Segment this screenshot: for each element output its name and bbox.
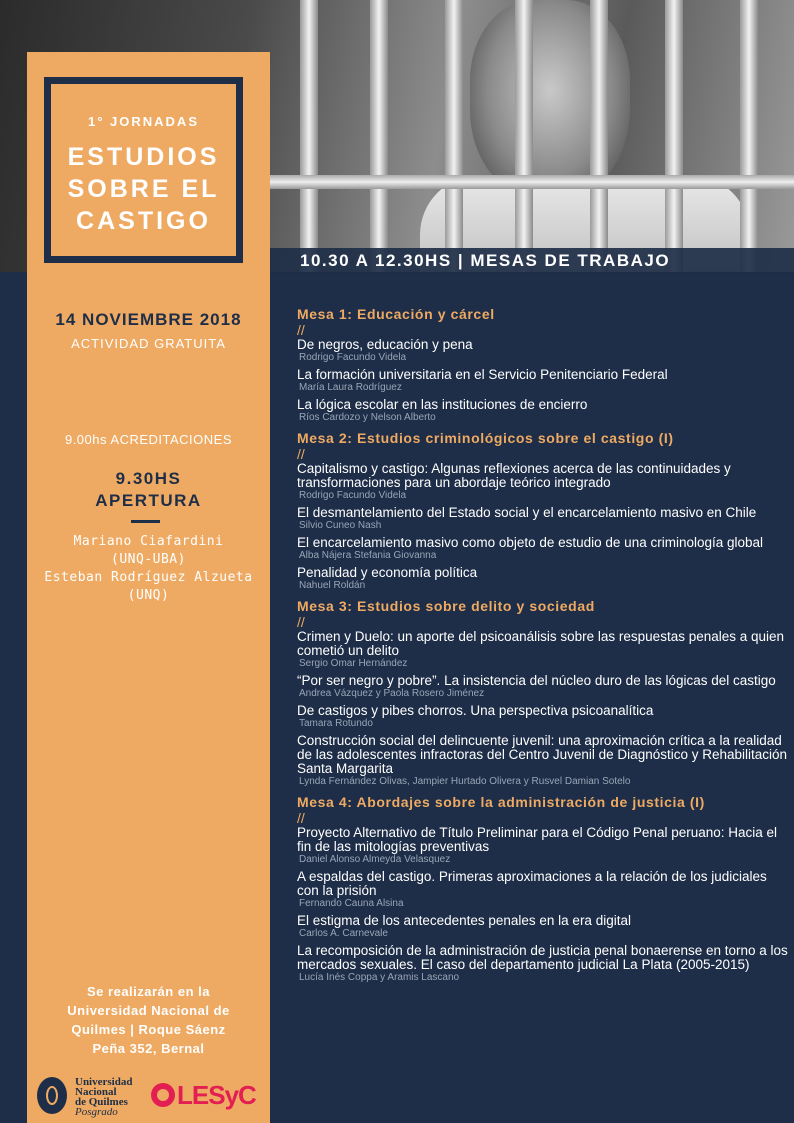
talk-title: Crimen y Duelo: un aporte del psicoanálisis sobre las respuestas penales a quien cometió un delito <box>297 629 785 658</box>
talk-title: De negros, educación y pena <box>297 337 473 352</box>
talk-title: El estigma de los antecedentes penales en la era digital <box>297 913 631 928</box>
opening-label: APERTURA <box>95 491 202 510</box>
mesa-3 <box>297 598 789 788</box>
opening-speakers <box>27 533 270 605</box>
talk-authors: Nahuel Roldán <box>299 580 366 591</box>
talk-authors: Andrea Vázquez y Paola Rosero Jiménez <box>299 688 485 699</box>
mesa-title: Mesa 2: Estudios criminológicos sobre el castigo (I) <box>297 430 674 446</box>
speaker-line: (UNQ) <box>127 588 170 603</box>
talk-authors: Silvio Cuneo Nash <box>299 520 382 531</box>
speaker-line: Esteban Rodríguez Alzueta <box>44 570 253 585</box>
prison-bar <box>445 0 463 272</box>
venue-line: Se realizarán en la <box>87 984 210 999</box>
prison-bar <box>665 0 683 272</box>
talk-authors: Tamara Rotundo <box>299 718 373 729</box>
venue-line: Universidad Nacional de <box>67 1003 230 1018</box>
lesyc-logo-text: LESyC <box>177 1080 256 1110</box>
talk-authors: Lucía Inés Coppa y Aramis Lascano <box>299 972 460 983</box>
mesa-title: Mesa 1: Educación y cárcel <box>297 306 495 322</box>
schedule-band-text: 10.30 A 12.30HS | MESAS DE TRABAJO <box>300 251 671 270</box>
venue-line: Peña 352, Bernal <box>92 1041 205 1056</box>
talk-title: El desmantelamiento del Estado social y el encarcelamiento masivo en Chile <box>297 505 757 520</box>
talk-authors: María Laura Rodríguez <box>299 382 402 393</box>
opening-time: 9.30HS <box>115 469 182 488</box>
talk-authors: Fernando Cauna Alsina <box>299 898 404 909</box>
divider <box>131 520 160 523</box>
talk-title: Capitalismo y castigo: Algunas reflexiones acerca de las continuidades y transformaciones para un abordaje teórico integrado <box>297 461 731 490</box>
lesyc-logo <box>151 1080 263 1110</box>
opening-block <box>27 468 270 512</box>
mesa-2 <box>297 430 789 592</box>
prison-bar <box>590 0 608 272</box>
talk-authors: Carlos A. Carnevale <box>299 928 388 939</box>
mesa-4 <box>297 794 789 984</box>
prison-crossbar <box>270 175 794 189</box>
prison-bar <box>515 0 533 272</box>
prison-bar <box>740 0 758 272</box>
talk-title: “Por ser negro y pobre”. La insistencia del núcleo duro de las lógicas del castigo <box>297 673 776 688</box>
event-date: 14 NOVIEMBRE 2018 <box>55 310 242 329</box>
separator: // <box>297 614 305 630</box>
unq-logo-line: de Quilmes <box>75 1096 128 1108</box>
talk-title: La recomposición de la administración de justicia penal bonaerense en torno a los mercados sexuales. El caso del departamento judicial La Plata (2005-2015) <box>297 943 788 972</box>
venue <box>27 982 270 1058</box>
talk-title: Proyecto Alternativo de Título Preliminar para el Código Penal peruano: Hacia el fin de las mitologías preventivas <box>297 825 778 854</box>
talk-title: Penalidad y economía política <box>297 565 478 580</box>
unq-seal-icon <box>37 1077 67 1114</box>
talk-title: La formación universitaria en el Servicio Penitenciario Federal <box>297 367 668 382</box>
speaker-line: Mariano Ciafardini <box>73 534 224 549</box>
mesa-title: Mesa 3: Estudios sobre delito y sociedad <box>297 598 595 614</box>
talk-title: El encarcelamiento masivo como objeto de estudio de una criminología global <box>297 535 764 550</box>
accreditation-time: 9.00hs ACREDITACIONES <box>64 432 233 447</box>
prison-bar <box>370 0 388 272</box>
mesa-1 <box>297 306 789 424</box>
separator: // <box>297 446 305 462</box>
talk-title: Construcción social del delincuente juvenil: una aproximación crítica a la realidad de las adolescentes infractoras del Centro Juvenil de Diagnóstico y Rehabilitación Santa Margarita <box>297 733 788 776</box>
venue-line: Quilmes | Roque Sáenz <box>71 1022 226 1037</box>
separator: // <box>297 810 305 826</box>
prison-bar <box>300 0 318 272</box>
talk-title: A espaldas del castigo. Primeras aproximaciones a la relación de los judiciales con la prisión <box>297 869 767 898</box>
unq-logo-line: Posgrado <box>75 1106 118 1118</box>
event-title-line: SOBRE EL <box>67 175 220 203</box>
speaker-line: (UNQ-UBA) <box>111 552 186 567</box>
mesa-title: Mesa 4: Abordajes sobre la administración de justicia (I) <box>297 794 705 810</box>
sponsor-logos <box>35 1074 263 1116</box>
talk-authors: Lynda Fernández Olivas, Jampier Hurtado Olivera y Rusvel Damian Sotelo <box>299 776 631 787</box>
unq-logo <box>75 1077 132 1117</box>
event-title-line: CASTIGO <box>76 207 211 235</box>
sidebar <box>27 52 270 1123</box>
talk-authors: Ríos Cardozo y Nelson Alberto <box>299 412 436 423</box>
unq-logo-line: Nacional <box>75 1086 117 1098</box>
separator: // <box>297 322 305 338</box>
talk-title: La lógica escolar en las instituciones de encierro <box>297 397 588 412</box>
talk-authors: Daniel Alonso Almeyda Velasquez <box>299 854 451 865</box>
talk-authors: Rodrigo Facundo Videla <box>299 490 407 501</box>
talk-title: De castigos y pibes chorros. Una perspectiva psicoanalítica <box>297 703 654 718</box>
lesyc-mark-icon <box>151 1083 175 1107</box>
free-activity-label: ACTIVIDAD GRATUITA <box>71 336 226 351</box>
program <box>297 306 789 988</box>
talk-authors: Rodrigo Facundo Videla <box>299 352 407 363</box>
schedule-band <box>270 248 794 274</box>
event-title-line: ESTUDIOS <box>67 143 220 171</box>
unq-logo-line: Universidad <box>75 1076 133 1088</box>
talk-authors: Alba Nájera Stefania Giovanna <box>299 550 437 561</box>
title-box <box>44 77 243 263</box>
talk-authors: Sergio Omar Hernández <box>299 658 408 669</box>
event-kicker: 1° JORNADAS <box>88 114 199 129</box>
